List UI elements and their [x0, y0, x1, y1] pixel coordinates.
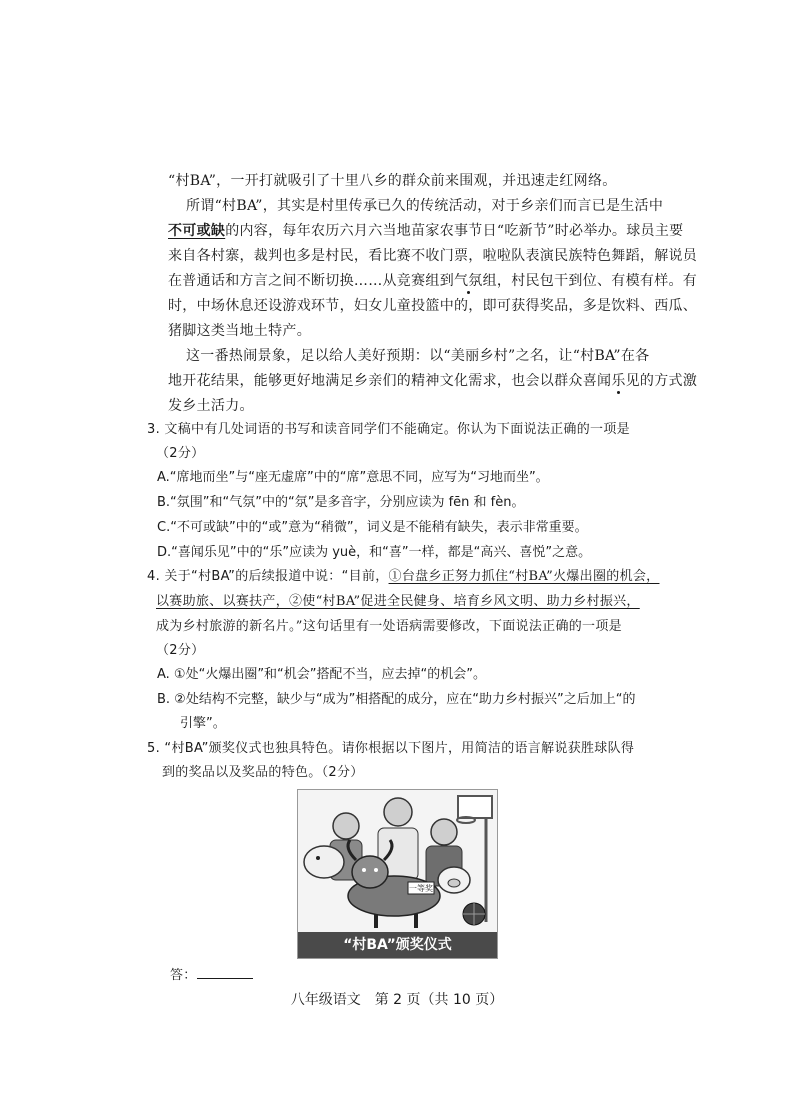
question-3-stem: 3. 文稿中有几处词语的书写和读音同学们不能确定。你认为下面说法正确的一项是: [147, 422, 630, 437]
passage-text: 的内容，每年农历六月六当地苗家农事节日“吃新节”时必举办。球员主要: [225, 223, 684, 239]
passage-line: “村BA”，一开打就吸引了十里八乡的群众前来围观，并迅速走红网络。: [168, 173, 617, 189]
question-3-points: （2分）: [156, 446, 205, 461]
sheep-prize: [304, 846, 344, 878]
passage-line: [168, 371, 697, 391]
passage-line: 发乡土活力。: [168, 398, 254, 414]
player-center-head: [384, 798, 412, 826]
figure-caption: “村BA”颁奖仪式: [298, 932, 497, 958]
question-4-option-b[interactable]: B. ②处结构不完整，缺少与“成为”相搭配的成分，应在“助力乡村振兴”之后加上“的: [157, 692, 636, 707]
underlined-term: 不可或缺: [168, 223, 226, 239]
passage-line: [168, 221, 683, 241]
answer-line: [170, 964, 253, 986]
passage-line: 时，中场休息还设游戏环节，妇女儿童投篮中的，即可获得奖品，多是饮料、西瓜、: [168, 298, 698, 314]
passage-text: 地开花结果，能够更好地满足乡亲们的精神文化需求，也会以群众喜闻: [168, 373, 612, 389]
page-footer: 八年级语文 第 2 页（共 10 页）: [290, 992, 504, 1008]
answer-label: 答：: [170, 968, 197, 983]
prize-sign-text: 一等奖: [409, 884, 433, 893]
underlined-sentence: ①台盘乡正努力抓住“村BA”火爆出圈的机会，: [388, 569, 660, 584]
question-3-option-b[interactable]: B.“氛围”和“气氛”中的“氛”是多音字，分别应读为 fēn 和 fèn。: [157, 495, 525, 510]
passage-line: [168, 271, 697, 291]
underlined-sentence: 以赛助旅、以赛扶产，②使“村BA”促进全民健身、培育乡风文明、助力乡村振兴，: [156, 594, 640, 609]
ox-prize-head: [352, 856, 388, 888]
question-3-option-c[interactable]: C.“不可或缺”中的“或”意为“稍微”，词义是不能稍有缺失，表示非常重要。: [157, 520, 588, 535]
question-5-stem: 5. “村BA”颁奖仪式也独具特色。请你根据以下图片，用简洁的语言解说获胜球队得: [147, 741, 635, 756]
question-4-stem: [147, 567, 659, 587]
player-right-head: [431, 819, 457, 845]
question-3-option-a[interactable]: A.“席地而坐”与“座无虚席”中的“席”意思不同，应写为“习地而坐”。: [157, 470, 549, 485]
dotted-term: 乐: [611, 373, 626, 389]
passage-text: 在普通话和方言之间不断切换……从竞赛组到: [168, 273, 454, 289]
answer-blank[interactable]: [197, 964, 253, 979]
dotted-term: 气氛: [454, 273, 483, 289]
passage-text: 见的方式激: [625, 373, 698, 389]
question-text: 4. 关于“村BA”的后续报道中说：“目前，: [147, 569, 389, 584]
passage-line: 这一番热闹景象，足以给人美好预期：以“美丽乡村”之名，让“村BA”在各: [186, 348, 650, 364]
passage-text: 组，村民包干到位、有模有样。有: [482, 273, 698, 289]
pig-snout: [448, 879, 460, 887]
player-left-head: [333, 813, 359, 839]
sheep-eye: [316, 856, 320, 860]
ox-eye: [362, 868, 366, 872]
passage-line: 来自各村寨，裁判也多是村民，看比赛不收门票，啦啦队表演民族特色舞蹈，解说员: [168, 248, 698, 264]
question-5-stem-line: 到的奖品以及奖品的特色。（2分）: [162, 765, 364, 780]
question-3-option-d[interactable]: D.“喜闻乐见”中的“乐”应读为 yuè，和“喜”一样，都是“高兴、喜悦”之意。: [157, 545, 592, 560]
question-4-points: （2分）: [156, 643, 205, 658]
passage-line: 所谓“村BA”，其实是村里传承已久的传统活动，对于乡亲们而言已是生活中: [186, 198, 664, 214]
question-4-option-a[interactable]: A. ①处“火爆出圈”和“机会”搭配不当，应去掉“的机会”。: [157, 667, 486, 682]
illustration-art: [298, 790, 497, 932]
ox-eye: [374, 868, 378, 872]
hoop-rim: [457, 817, 475, 823]
hoop-backboard: [458, 796, 492, 818]
question-4-option-b-cont: 引擎”。: [180, 716, 226, 731]
passage-line: 猪脚这类当地土特产。: [168, 323, 311, 339]
question-4-stem-line: 成为乡村旅游的新名片。”这句话里有一处语病需要修改，下面说法正确的一项是: [156, 619, 622, 634]
award-ceremony-illustration: [297, 789, 498, 959]
